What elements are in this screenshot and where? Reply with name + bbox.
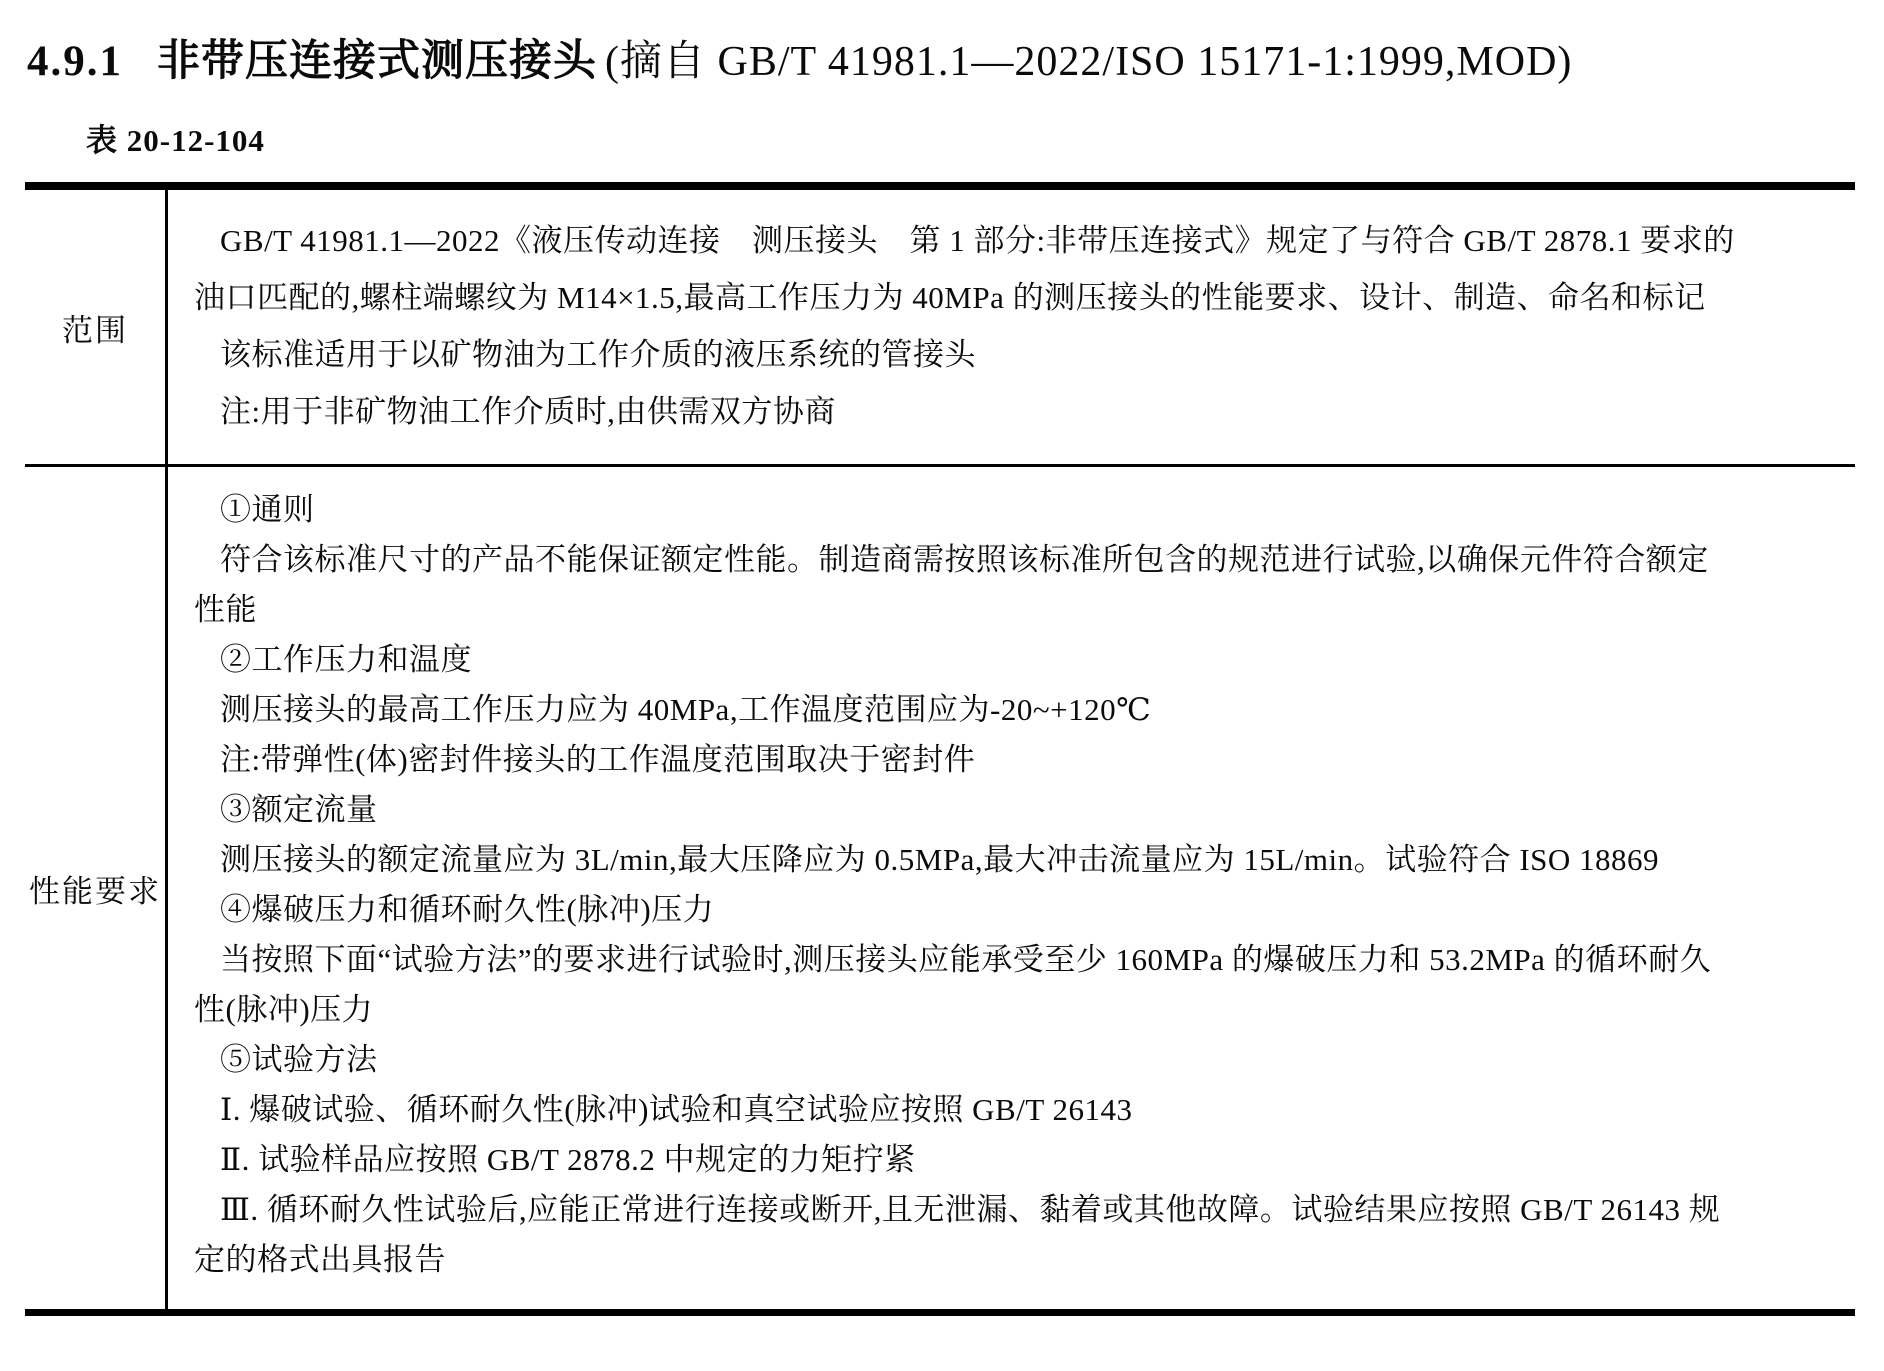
text-line: GB/T 41981.1—2022《液压传动连接 测压接头 第 1 部分:非带压连接式》规定了与符合 GB/T 2878.1 要求的 — [220, 223, 1735, 258]
row-header-performance: 性能要求 — [25, 467, 168, 1309]
text-line: 测压接头的最高工作压力应为 40MPa,工作温度范围应为-20~+120℃ — [220, 692, 1152, 727]
text-line: 性(脉冲)压力 — [194, 992, 374, 1027]
text-line: Ⅱ. 试验样品应按照 GB/T 2878.2 中规定的力矩拧紧 — [220, 1142, 916, 1177]
text-line: 注:用于非矿物油工作介质时,由供需双方协商 — [220, 394, 836, 429]
table-row — [25, 464, 1855, 1309]
text-line: Ⅰ. 爆破试验、循环耐久性(脉冲)试验和真空试验应按照 GB/T 26143 — [220, 1092, 1133, 1127]
section-source: (摘自 GB/T 41981.1—2022/ISO 15171-1:1999,MOD) — [605, 39, 1573, 85]
text-line: ⑤试验方法 — [220, 1042, 378, 1077]
table-row — [25, 190, 1855, 464]
spec-table — [25, 182, 1855, 1316]
row-header-scope: 范围 — [25, 190, 168, 464]
text-line: 油口匹配的,螺柱端螺纹为 M14×1.5,最高工作压力为 40MPa 的测压接头的性能要求、设计、制造、命名和标记 — [194, 280, 1706, 315]
text-line: 测压接头的额定流量应为 3L/min,最大压降应为 0.5MPa,最大冲击流量应为 15L/min。试验符合 ISO 18869 — [220, 842, 1660, 877]
text-line: 当按照下面“试验方法”的要求进行试验时,测压接头应能承受至少 160MPa 的爆破压力和 53.2MPa 的循环耐久 — [220, 942, 1712, 977]
text-line: ①通则 — [220, 492, 315, 527]
text-line: Ⅲ. 循环耐久性试验后,应能正常进行连接或断开,且无泄漏、黏着或其他故障。试验结果应按照 GB/T 26143 规 — [220, 1192, 1721, 1227]
table-caption: 表 20-12-104 — [86, 123, 265, 158]
text-line: 该标准适用于以矿物油为工作介质的液压系统的管接头 — [220, 337, 976, 372]
text-line: ②工作压力和温度 — [220, 642, 472, 677]
text-line: ③额定流量 — [220, 792, 378, 827]
text-line: 注:带弹性(体)密封件接头的工作温度范围取决于密封件 — [220, 742, 976, 777]
section-number: 4.9.1 — [27, 38, 123, 85]
document-page — [0, 36, 1884, 1371]
text-line: 性能 — [194, 592, 257, 627]
section-title: 非带压连接式测压接头 — [157, 38, 597, 85]
row-content — [168, 467, 1855, 1309]
section-heading — [27, 36, 1884, 88]
row-content — [168, 190, 1855, 464]
text-line: 定的格式出具报告 — [194, 1242, 446, 1277]
text-line: ④爆破压力和循环耐久性(脉冲)压力 — [220, 892, 715, 927]
text-line: 符合该标准尺寸的产品不能保证额定性能。制造商需按照该标准所包含的规范进行试验,以确保元件符合额定 — [220, 542, 1709, 577]
